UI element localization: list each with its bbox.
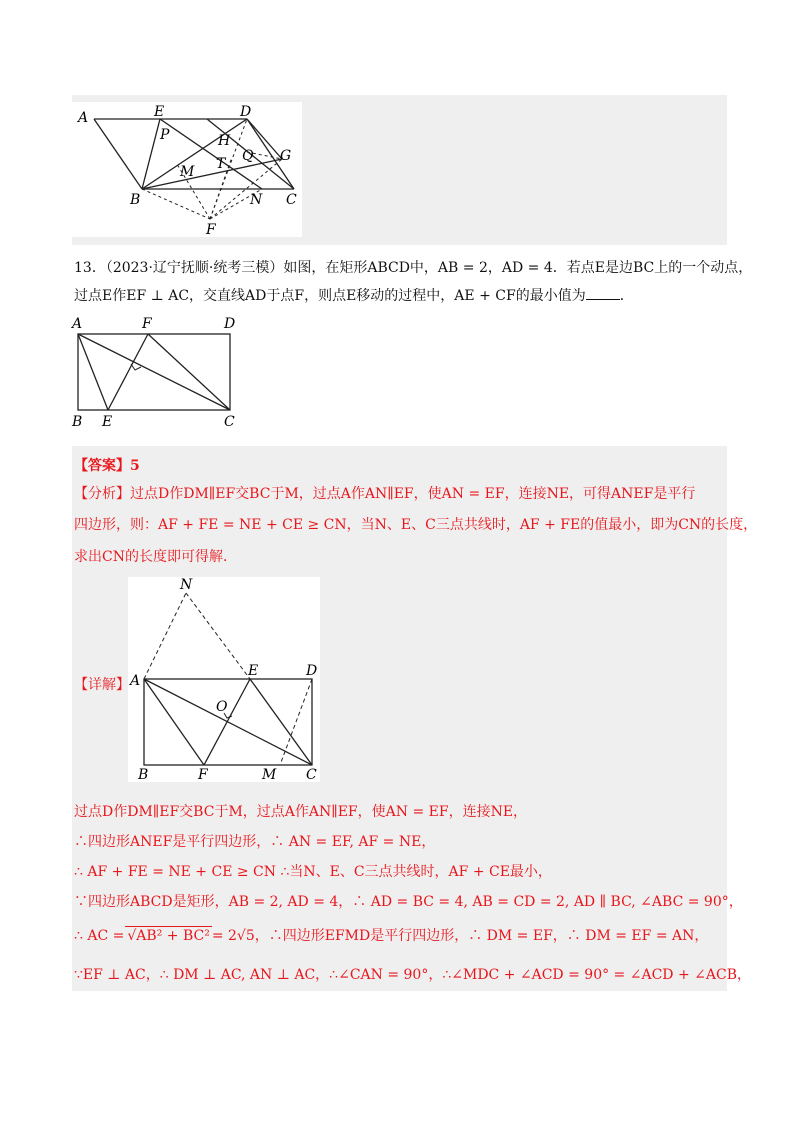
detail-label-O: O — [216, 699, 228, 715]
analysis-line1 — [74, 485, 695, 503]
detail-label-F: F — [198, 767, 208, 782]
detail-label-B: B — [138, 767, 149, 782]
question-line2 — [74, 287, 634, 305]
answer-line — [74, 457, 140, 475]
answer-blank — [586, 287, 620, 300]
fig2-label-E: E — [102, 414, 113, 430]
analysis-line2: 四边形，则：AF + FE = NE + CE ≥ CN，当N、E、C三点共线时，AF + FE的值最小，即为CN的长度， — [74, 517, 758, 533]
sqrt-expression: √AB² + BC² — [127, 928, 210, 944]
detail-line5-b: = 2√5，∴四边形EFMD是平行四边形，∴ DM = EF，∴ DM = EF = AN， — [211, 928, 709, 944]
detail-line3: ∴ AF + FE = NE + CE ≥ CN ∴当N、E、C三点共线时，AF + CE最小， — [74, 864, 552, 880]
detail-line6: ∵EF ⊥ AC，∴ DM ⊥ AC, AN ⊥ AC，∴∠CAN = 90°，∴∠MDC + ∠ACD = 90° = ∠ACD + ∠ACB， — [74, 967, 751, 983]
label-E: E — [154, 104, 165, 120]
detail-line5-a: ∴ AC = — [74, 928, 125, 944]
detail-figure — [128, 577, 320, 782]
label-H: H — [218, 133, 231, 149]
detail-rectangle-diagram — [128, 577, 320, 782]
label-N: N — [250, 192, 263, 208]
label-G: G — [280, 148, 292, 164]
detail-label-M: M — [262, 767, 277, 782]
label-M: M — [180, 164, 195, 180]
fig2-label-B: B — [72, 414, 83, 430]
label-F: F — [206, 222, 216, 237]
sqrt-radicand: AB² + BC² — [136, 928, 210, 944]
fig2-label-F: F — [142, 316, 152, 332]
label-A: A — [78, 110, 89, 126]
fig2-label-D: D — [224, 316, 236, 332]
detail-line5 — [74, 926, 708, 945]
label-P: P — [160, 127, 170, 143]
detail-line4: ∵四边形ABCD是矩形，AB = 2, AD = 4，∴ AD = BC = 4, AB = CD = 2, AD ∥ BC, ∠ABC = 90°， — [74, 894, 743, 910]
figure2 — [70, 312, 240, 430]
analysis-tag: 【分析】 — [74, 486, 130, 502]
label-C: C — [286, 192, 297, 208]
detail-label-C: C — [306, 767, 317, 782]
parallelogram-diagram — [72, 102, 302, 237]
fig2-label-C: C — [224, 414, 235, 430]
detail-label-D: D — [306, 663, 318, 679]
figure1 — [72, 102, 302, 237]
answer-value: 5 — [130, 458, 140, 474]
label-Q: Q — [242, 148, 254, 164]
label-D: D — [240, 104, 252, 120]
answer-tag: 【答案】 — [74, 458, 130, 474]
question-line2-end: ． — [619, 288, 634, 304]
question-line2-text: 过点E作EF ⊥ AC，交直线AD于点F，则点E移动的过程中，AE + CF的最小值为 — [74, 288, 586, 304]
detail-line1: 过点D作DM∥EF交BC于M，过点A作AN∥EF，使AN = EF，连接NE， — [74, 804, 528, 820]
rectangle-diagram — [70, 312, 240, 430]
analysis-text1: 过点D作DM∥EF交BC于M，过点A作AN∥EF，使AN = EF，连接NE，可得ANEF是平行 — [130, 486, 696, 502]
label-B: B — [130, 192, 141, 208]
detail-label-A: A — [130, 673, 141, 689]
analysis-line3: 求出CN的长度即可得解． — [74, 549, 237, 565]
detail-tag: 【详解】 — [74, 677, 130, 693]
fig2-label-A: A — [72, 316, 83, 332]
question-line1: 13．（2023·辽宁抚顺·统考三模）如图，在矩形ABCD中，AB = 2，AD = 4．若点E是边BC上的一个动点， — [74, 260, 753, 276]
detail-label-N: N — [180, 577, 193, 593]
detail-label-E: E — [248, 663, 259, 679]
label-T: T — [216, 156, 226, 172]
detail-line2: ∴四边形ANEF是平行四边形，∴ AN = EF, AF = NE， — [74, 834, 436, 850]
